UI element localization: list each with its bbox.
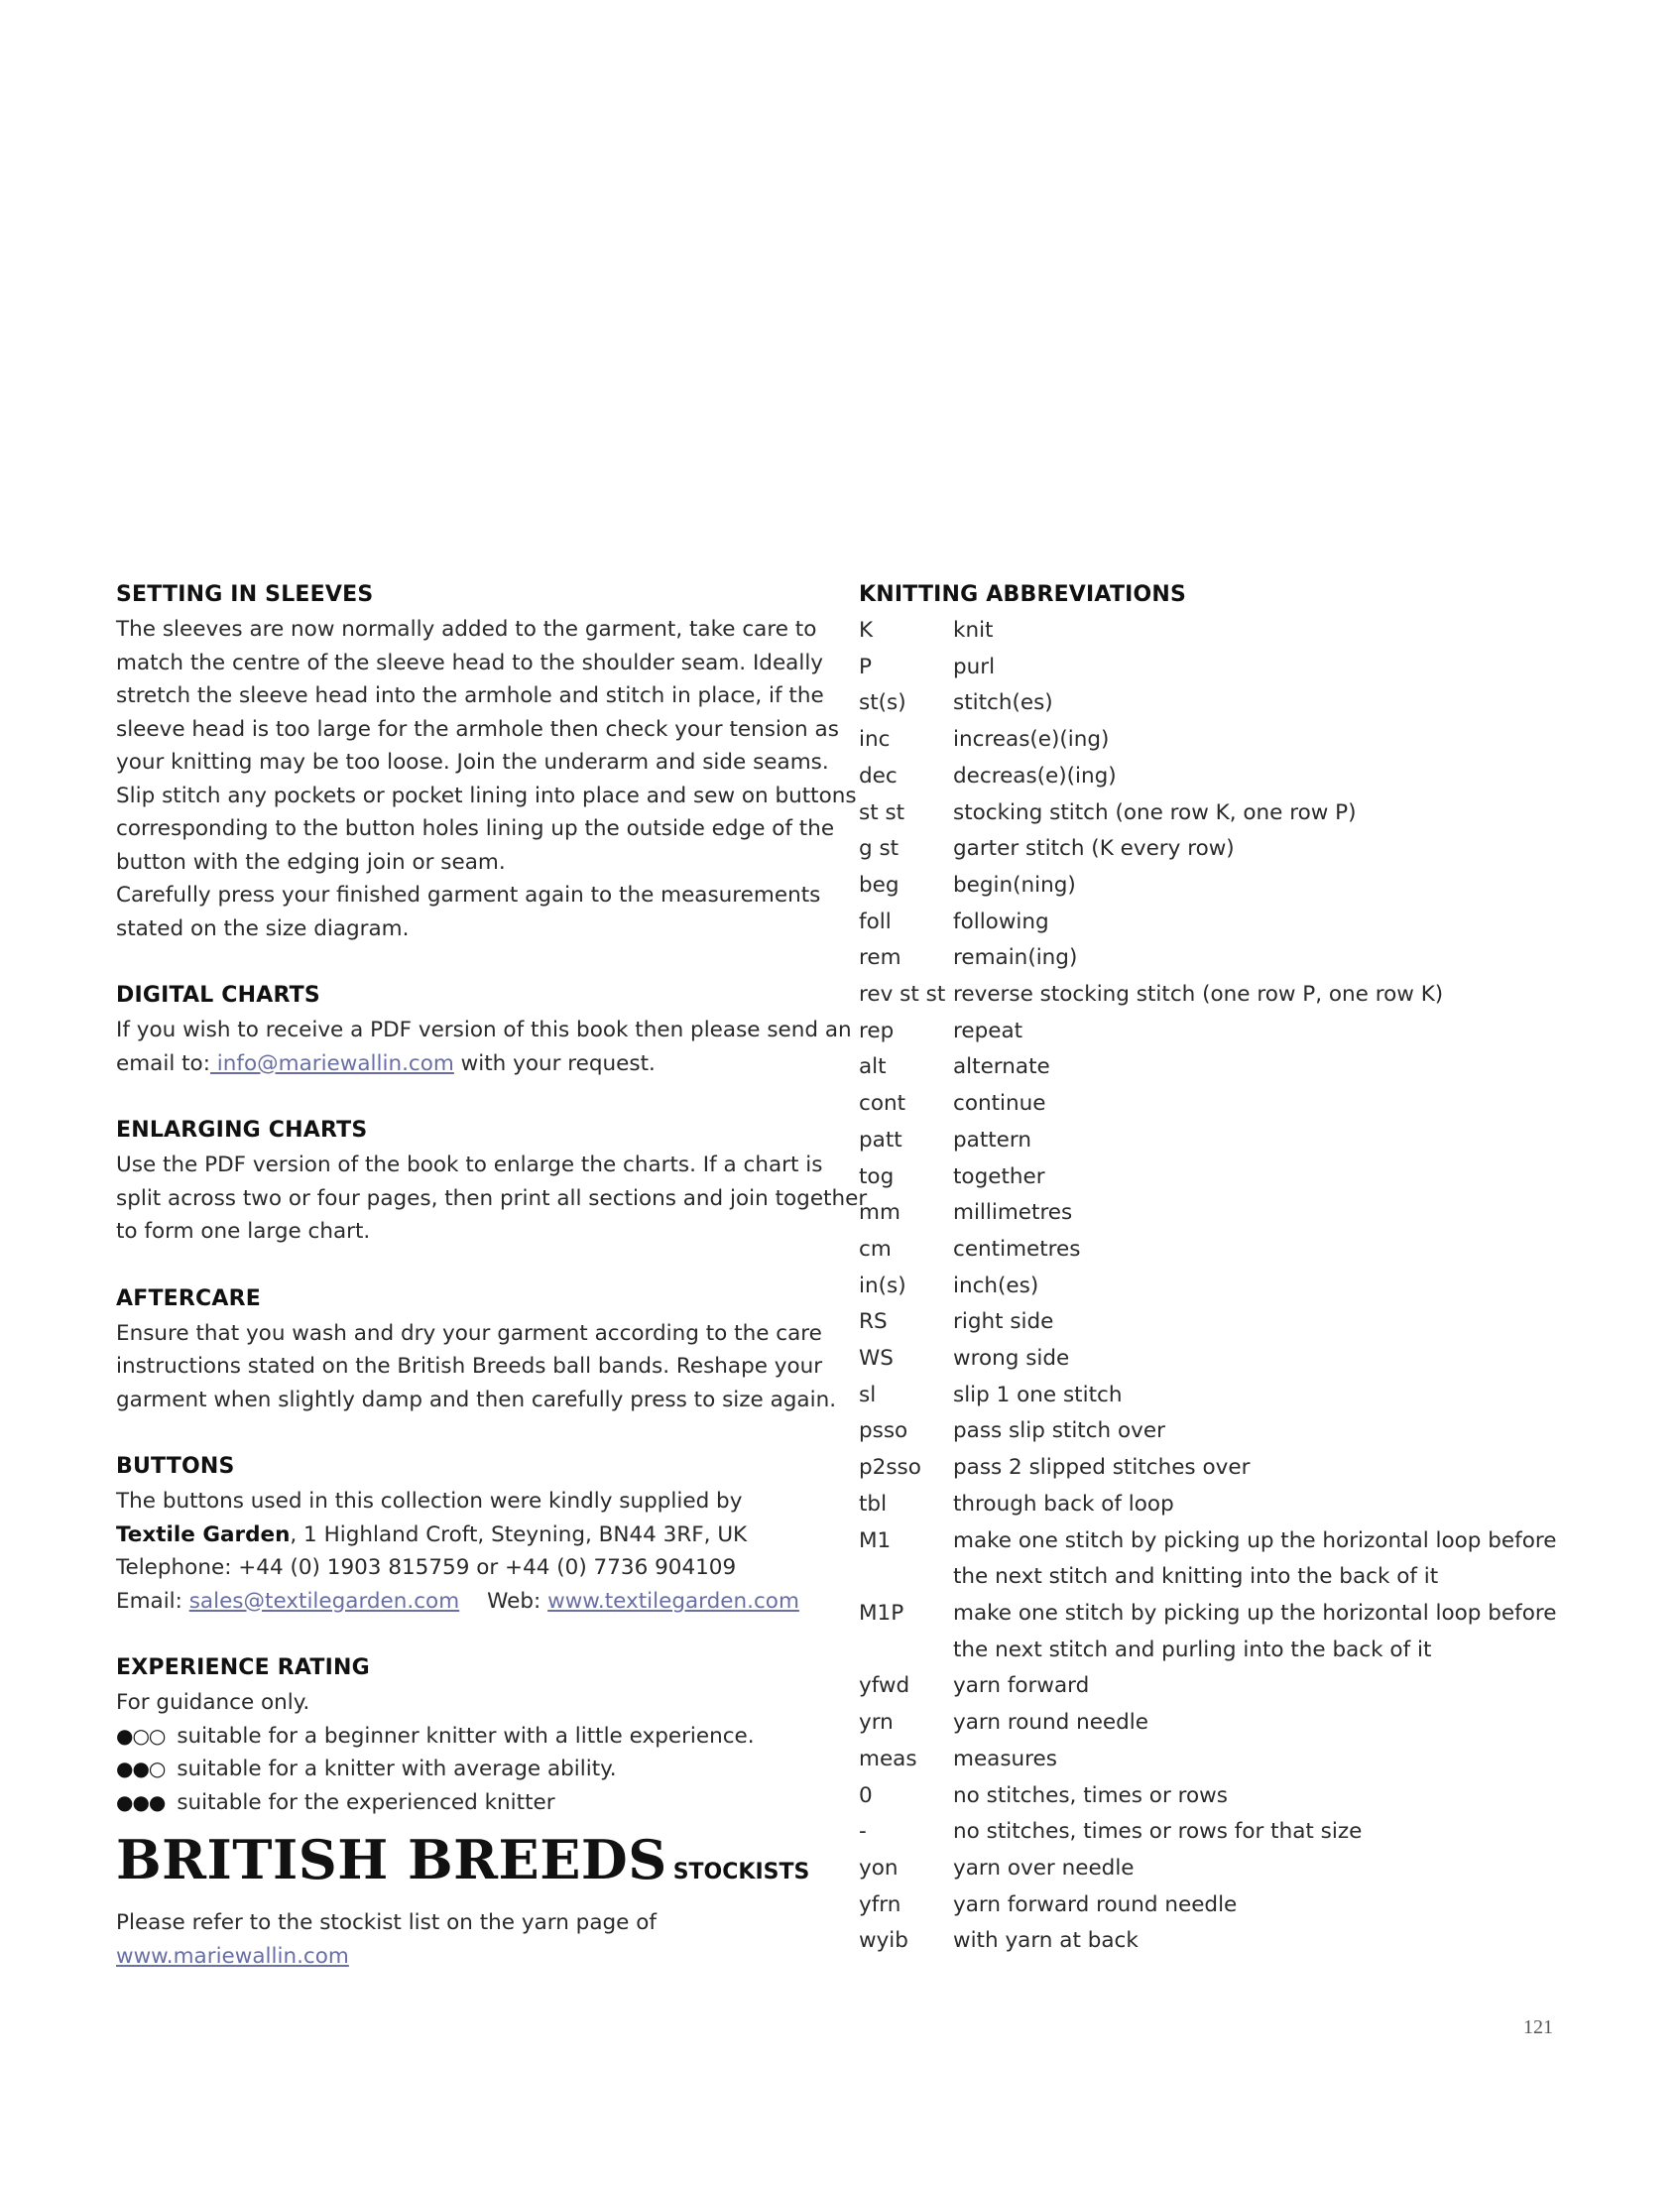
rating-text: suitable for a knitter with average ability. xyxy=(177,1757,617,1781)
abbreviation-row xyxy=(859,1413,1573,1450)
abbreviation-definition: begin(ning) xyxy=(953,872,1076,898)
text-line: stated on the size diagram. xyxy=(116,915,410,941)
abbreviation-code: tbl xyxy=(859,1491,888,1517)
abbreviation-row xyxy=(859,1851,1573,1887)
abbreviation-code: st(s) xyxy=(859,690,906,716)
abbreviation-row xyxy=(859,613,1573,650)
abbreviation-row xyxy=(859,940,1573,977)
abbreviation-code: yon xyxy=(859,1855,899,1881)
abbreviation-code: WS xyxy=(859,1346,894,1372)
section-heading: EXPERIENCE RATING xyxy=(116,1655,370,1680)
company-name: Textile Garden xyxy=(116,1521,291,1547)
abbreviation-definition: through back of loop xyxy=(953,1491,1174,1517)
abbreviation-code: yfrn xyxy=(859,1891,901,1917)
abbreviation-code: patt xyxy=(859,1127,902,1153)
rating-experienced xyxy=(116,1786,820,1820)
section-stockists xyxy=(116,1827,820,1973)
section-body xyxy=(116,1149,868,1249)
abbreviation-definition: yarn over needle xyxy=(953,1855,1135,1881)
abbreviation-definition: pattern xyxy=(953,1127,1031,1153)
abbreviation-definition: yarn round needle xyxy=(953,1710,1149,1736)
section-body xyxy=(116,1485,820,1618)
abbreviation-code: in(s) xyxy=(859,1273,906,1298)
abbreviation-definition: repeat xyxy=(953,1018,1023,1043)
rating-dots-icon: ●○○ xyxy=(116,1723,166,1748)
abbreviation-row xyxy=(859,1487,1573,1523)
abbreviation-row xyxy=(859,1450,1573,1487)
abbreviation-definition: make one stitch by picking up the horizontal loop before the next stitch and knitting into the back of it xyxy=(953,1527,1557,1590)
textilegarden-email-link[interactable]: sales@textilegarden.com xyxy=(188,1588,460,1614)
abbreviation-row xyxy=(859,1195,1573,1232)
abbreviation-code: yfwd xyxy=(859,1673,910,1699)
text-line: to form one large chart. xyxy=(116,1219,371,1244)
stockists-label: STOCKISTS xyxy=(672,1860,810,1884)
abbreviation-definition: remain(ing) xyxy=(953,945,1078,971)
abbreviation-row xyxy=(859,1049,1573,1086)
abbreviation-row xyxy=(859,905,1573,941)
abbreviation-row xyxy=(859,1269,1573,1305)
abbreviation-row xyxy=(859,685,1573,722)
abbreviation-definition: pass 2 slipped stitches over xyxy=(953,1455,1251,1481)
abbreviation-row xyxy=(859,1596,1573,1668)
text-line: The sleeves are now normally added to the garment, take care to xyxy=(116,617,817,642)
abbreviation-definition: millimetres xyxy=(953,1200,1073,1226)
abbreviation-definition: wrong side xyxy=(953,1346,1070,1372)
abbreviations-list xyxy=(859,613,1573,1960)
contact-line xyxy=(116,1585,820,1619)
abbreviation-row xyxy=(859,1014,1573,1050)
abbreviation-code: sl xyxy=(859,1382,877,1407)
stockist-link-line xyxy=(116,1940,820,1974)
text-line xyxy=(116,1047,820,1081)
abbreviation-code: M1P xyxy=(859,1600,904,1626)
british-breeds-brand: BRITISH BREEDS xyxy=(116,1828,667,1891)
text-line: sleeve head is too large for the armhole then check your tension as xyxy=(116,716,839,742)
text-line xyxy=(116,1519,820,1552)
abbreviation-definition: yarn forward round needle xyxy=(953,1891,1238,1917)
abbreviation-row xyxy=(859,1814,1573,1851)
abbreviation-definition: yarn forward xyxy=(953,1673,1090,1699)
abbreviation-code: mm xyxy=(859,1200,900,1226)
section-body xyxy=(116,1317,837,1417)
section-aftercare xyxy=(116,1281,837,1417)
text-line: Slip stitch any pockets or pocket lining into place and sew on buttons xyxy=(116,783,857,808)
abbreviation-definition: following xyxy=(953,909,1049,934)
section-experience-rating xyxy=(116,1650,820,1819)
abbreviation-code: dec xyxy=(859,763,898,789)
mariewallin-web-link[interactable]: www.mariewallin.com xyxy=(116,1943,349,1969)
abbreviation-definition: reverse stocking stitch (one row P, one row K) xyxy=(953,982,1444,1008)
text-line: stretch the sleeve head into the armhole and stitch in place, if the xyxy=(116,683,824,708)
abbreviation-code: 0 xyxy=(859,1782,873,1808)
abbreviation-code: g st xyxy=(859,836,900,862)
abbreviation-definition: right side xyxy=(953,1309,1054,1335)
text-line: garment when slightly damp and then carefully press to size again. xyxy=(116,1387,837,1412)
rating-text: suitable for a beginner knitter with a little experience. xyxy=(177,1723,755,1749)
abbreviation-code: psso xyxy=(859,1418,908,1444)
abbreviation-row xyxy=(859,1232,1573,1269)
text-line: button with the edging join or seam. xyxy=(116,849,506,875)
email-label: Email: xyxy=(116,1588,189,1614)
abbreviation-definition: decreas(e)(ing) xyxy=(953,763,1117,789)
section-heading: SETTING IN SLEEVES xyxy=(116,582,374,607)
abbreviation-row xyxy=(859,831,1573,868)
abbreviation-definition: continue xyxy=(953,1091,1046,1117)
abbreviation-definition: together xyxy=(953,1163,1045,1189)
abbreviations-heading: KNITTING ABBREVIATIONS xyxy=(859,582,1187,607)
abbreviation-code: st st xyxy=(859,799,905,825)
stockists-heading xyxy=(116,1827,820,1906)
rating-dots-icon: ●●● xyxy=(116,1789,166,1814)
abbreviation-row xyxy=(859,650,1573,686)
abbreviation-definition: knit xyxy=(953,618,994,643)
text-line: The buttons used in this collection were kindly supplied by xyxy=(116,1489,743,1514)
mariewallin-email-link[interactable]: info@mariewallin.com xyxy=(209,1050,454,1076)
text-line: match the centre of the sleeve head to the shoulder seam. Ideally xyxy=(116,650,824,675)
text-line: your knitting may be too loose. Join the underarm and side seams. xyxy=(116,750,829,775)
abbreviation-definition: purl xyxy=(953,654,996,679)
rating-average xyxy=(116,1753,820,1786)
abbreviation-row xyxy=(859,795,1573,832)
text-line: instructions stated on the British Breeds ball bands. Reshape your xyxy=(116,1354,823,1379)
abbreviation-definition: alternate xyxy=(953,1054,1050,1080)
abbreviation-row xyxy=(859,1341,1573,1378)
text-line: Use the PDF version of the book to enlarge the charts. If a chart is xyxy=(116,1153,823,1177)
abbreviation-row xyxy=(859,1086,1573,1123)
section-setting-in-sleeves xyxy=(116,577,857,945)
abbreviation-definition: stocking stitch (one row K, one row P) xyxy=(953,799,1357,825)
abbreviation-code: foll xyxy=(859,909,892,934)
rating-dots-icon: ●●○ xyxy=(116,1757,166,1780)
abbreviation-row xyxy=(859,1668,1573,1705)
abbreviation-definition: garter stitch (K every row) xyxy=(953,836,1235,862)
web-label: Web: xyxy=(487,1588,548,1614)
section-enlarging-charts xyxy=(116,1113,868,1249)
abbreviation-row xyxy=(859,1705,1573,1742)
abbreviation-row xyxy=(859,1778,1573,1815)
abbreviation-row xyxy=(859,1923,1573,1960)
abbreviation-code: rem xyxy=(859,945,901,971)
page-number: 121 xyxy=(1523,2016,1553,2038)
request-text: with your request. xyxy=(453,1050,656,1076)
abbreviation-definition: increas(e)(ing) xyxy=(953,727,1110,753)
abbreviation-code: P xyxy=(859,654,872,679)
text-line: If you wish to receive a PDF version of this book then please send an xyxy=(116,1018,852,1042)
rating-text: suitable for the experienced knitter xyxy=(177,1789,555,1815)
section-body xyxy=(116,1014,852,1080)
abbreviation-row xyxy=(859,1123,1573,1159)
abbreviation-code: rev st st xyxy=(859,982,946,1008)
abbreviation-definition: pass slip stitch over xyxy=(953,1418,1165,1444)
section-digital-charts xyxy=(116,978,852,1080)
abbreviation-code: yrn xyxy=(859,1710,894,1736)
section-heading: BUTTONS xyxy=(116,1454,235,1479)
section-heading: AFTERCARE xyxy=(116,1285,261,1311)
abbreviation-definition: slip 1 one stitch xyxy=(953,1382,1123,1407)
abbreviation-row xyxy=(859,1378,1573,1414)
abbreviation-code: inc xyxy=(859,727,891,753)
abbreviation-code: wyib xyxy=(859,1928,908,1954)
section-body xyxy=(116,1906,820,1973)
abbreviation-row xyxy=(859,1304,1573,1341)
abbreviation-code: rep xyxy=(859,1018,895,1043)
abbreviation-code: p2sso xyxy=(859,1455,921,1481)
abbreviation-row xyxy=(859,1159,1573,1196)
section-heading: ENLARGING CHARTS xyxy=(116,1118,368,1143)
text-line: Please refer to the stockist list on the yarn page of xyxy=(116,1910,657,1935)
abbreviation-row xyxy=(859,868,1573,905)
left-column xyxy=(116,577,868,2005)
abbreviation-code: RS xyxy=(859,1309,888,1335)
abbreviation-code: M1 xyxy=(859,1527,892,1553)
abbreviation-row xyxy=(859,1742,1573,1778)
abbreviation-definition: make one stitch by picking up the horizontal loop before the next stitch and purling into the back of it xyxy=(953,1600,1557,1662)
abbreviation-code: - xyxy=(859,1819,867,1845)
rating-beginner xyxy=(116,1720,820,1754)
abbreviation-code: meas xyxy=(859,1746,917,1771)
abbreviation-code: K xyxy=(859,618,874,643)
textilegarden-web-link[interactable]: www.textilegarden.com xyxy=(547,1588,799,1614)
abbreviation-definition: no stitches, times or rows for that size xyxy=(953,1819,1363,1845)
abbreviation-row xyxy=(859,722,1573,759)
section-body xyxy=(116,613,857,945)
abbreviation-definition: stitch(es) xyxy=(953,690,1053,716)
abbreviation-definition: measures xyxy=(953,1746,1057,1771)
section-buttons xyxy=(116,1449,820,1618)
abbreviation-code: cm xyxy=(859,1236,892,1262)
section-heading: DIGITAL CHARTS xyxy=(116,983,320,1008)
abbreviation-code: beg xyxy=(859,872,900,898)
abbreviation-definition: centimetres xyxy=(953,1236,1081,1262)
text-line: split across two or four pages, then print all sections and join together xyxy=(116,1185,868,1211)
text-line: Ensure that you wash and dry your garment according to the care xyxy=(116,1320,822,1346)
abbreviation-code: tog xyxy=(859,1163,895,1189)
email-to-label: email to: xyxy=(116,1050,210,1076)
abbreviation-definition: no stitches, times or rows xyxy=(953,1782,1228,1808)
text-line: corresponding to the button holes lining up the outside edge of the xyxy=(116,816,835,841)
abbreviation-code: cont xyxy=(859,1091,906,1117)
text-line: Carefully press your finished garment again to the measurements xyxy=(116,883,821,908)
telephone-line: Telephone: +44 (0) 1903 815759 or +44 (0) 7736 904109 xyxy=(116,1555,737,1580)
abbreviation-code: alt xyxy=(859,1054,887,1080)
abbreviation-row xyxy=(859,759,1573,795)
guidance-text: For guidance only. xyxy=(116,1690,310,1715)
abbreviation-definition: inch(es) xyxy=(953,1273,1039,1298)
company-address: , 1 Highland Croft, Steyning, BN44 3RF, UK xyxy=(290,1521,748,1547)
abbreviation-row xyxy=(859,977,1573,1014)
abbreviation-definition: with yarn at back xyxy=(953,1928,1139,1954)
abbreviation-row xyxy=(859,1523,1573,1596)
right-column xyxy=(859,577,1573,1960)
abbreviation-row xyxy=(859,1887,1573,1924)
